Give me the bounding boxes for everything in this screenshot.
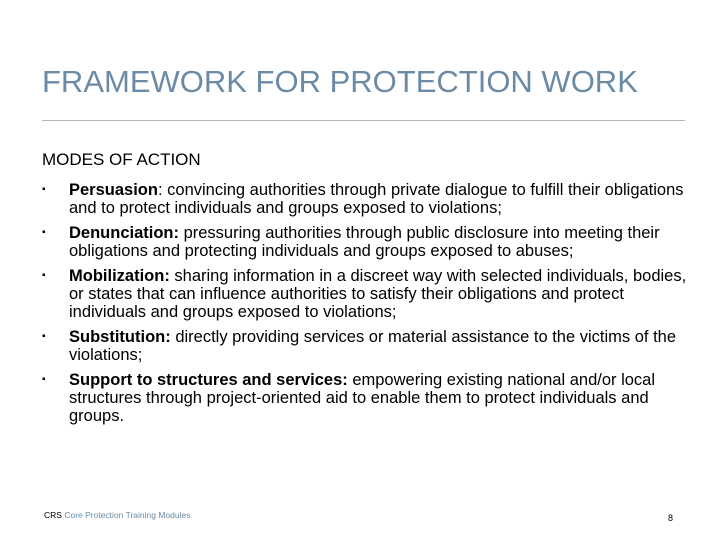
bullet-icon: ▪ xyxy=(42,227,46,238)
item-term: Persuasion xyxy=(69,181,158,199)
list-item xyxy=(42,181,692,217)
modes-of-action-list xyxy=(42,181,692,432)
list-item xyxy=(42,371,692,425)
item-text: sharing information in a discreet way with selected individuals, bodies, or states that can influence authorities to satisfy their obligations and protect individuals and groups exposed to violations; xyxy=(69,267,687,321)
footer xyxy=(44,510,190,520)
item-text: empowering existing national and/or local structures through project-oriented aid to enable them to protect individuals and groups. xyxy=(69,371,656,425)
item-term: Denunciation: xyxy=(69,224,179,242)
bullet-icon: ▪ xyxy=(42,184,46,195)
item-text: directly providing services or material assistance to the victims of the violations; xyxy=(69,328,677,364)
page-number: 8 xyxy=(668,513,674,523)
section-heading: MODES OF ACTION xyxy=(42,150,201,169)
item-term: Substitution: xyxy=(69,328,171,346)
bullet-icon: ▪ xyxy=(42,270,46,281)
list-item xyxy=(42,328,692,364)
footer-brand: CRS xyxy=(44,510,62,520)
list-item xyxy=(42,224,692,260)
item-term: Mobilization: xyxy=(69,267,170,285)
bullet-icon: ▪ xyxy=(42,374,46,385)
bullet-icon: ▪ xyxy=(42,331,46,342)
slide-title: FRAMEWORK FOR PROTECTION WORK xyxy=(42,64,638,99)
title-divider xyxy=(42,120,685,121)
list-item xyxy=(42,267,692,321)
item-term: Support to structures and services: xyxy=(69,371,348,389)
item-text: pressuring authorities through public disclosure into meeting their obligations and protecting individuals and groups exposed to abuses; xyxy=(69,224,660,260)
footer-subtitle: Core Protection Training Modules xyxy=(64,510,191,520)
item-text: : convincing authorities through private dialogue to fulfill their obligations and to protect individuals and groups exposed to violations; xyxy=(69,181,684,217)
